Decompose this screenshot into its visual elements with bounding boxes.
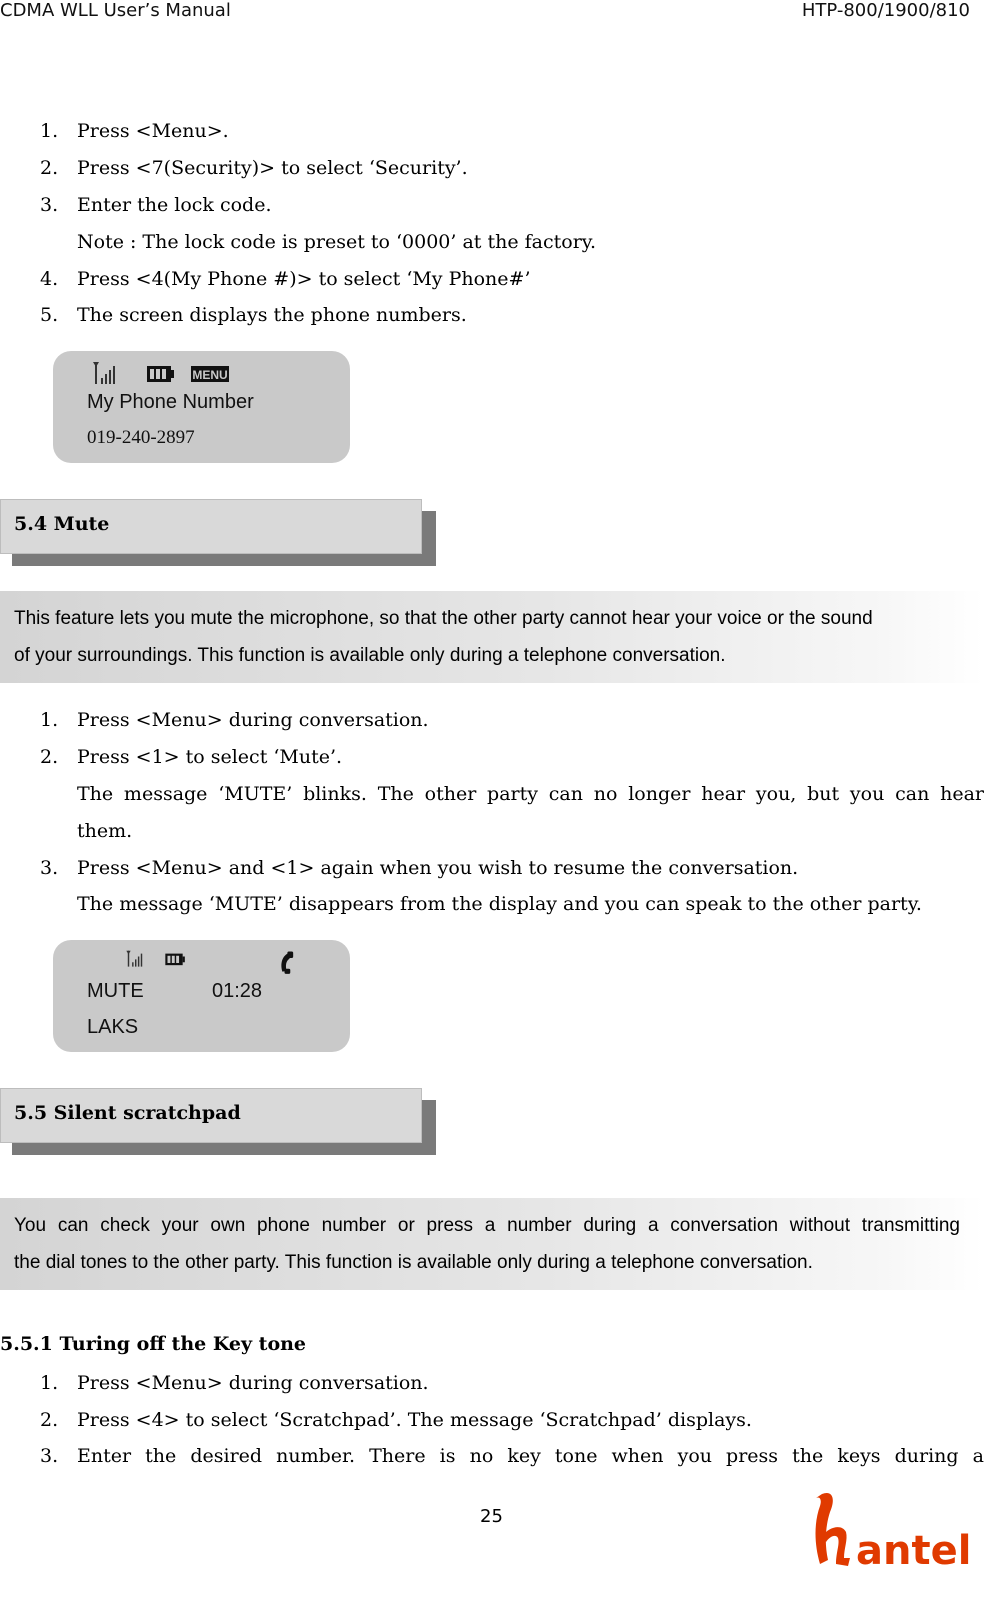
step-number: 2. [40,157,59,179]
step-text: Press <Menu> during conversation. [77,1372,429,1394]
status-icons [93,950,333,976]
handset-icon [281,951,293,973]
step-number: 5. [40,304,59,326]
step-text: Press <Menu> during conversation. [77,709,429,731]
caller-name: LAKS [87,1016,139,1038]
phone-display [53,940,350,1052]
list-item [40,1371,429,1395]
section-title: 5.5 Silent scratchpad [14,1102,241,1124]
step-number: 2. [40,1409,59,1431]
subsection-title: 5.5.1 Turing off the Key tone [0,1333,307,1355]
step-number: 2. [40,746,59,768]
step-number: 3. [40,194,59,216]
list-item [40,708,429,732]
description-line: This feature lets you mute the microphone, so that the other party cannot hear your voice or the sound [14,608,873,629]
svg-text:antel: antel [856,1528,972,1568]
step-note: The message ‘MUTE’ disappears from the display and you can speak to the other party. [77,893,922,915]
section-heading [0,1088,436,1156]
section-description [0,591,984,683]
list-item [40,119,229,143]
step-number: 3. [40,1445,59,1467]
battery-icon [147,366,174,382]
step-text: Press <Menu> and <1> again when you wish to resume the conversation. [77,857,799,879]
list-item [40,745,342,769]
model-number: HTP-800/1900/810 [801,0,970,21]
step-text: Press <4> to select ‘Scratchpad’. The message ‘Scratchpad’ displays. [77,1409,752,1431]
manual-title: CDMA WLL User’s Manual [0,0,231,21]
section-heading [0,499,436,567]
step-text: Press <Menu>. [77,120,229,142]
menu-badge-text: MENU [192,368,228,382]
list-item [40,1444,984,1468]
list-item [40,1408,752,1432]
description-line: of your surroundings. This function is available only during a telephone conversation. [14,645,726,666]
step-number: 4. [40,268,59,290]
page-number: 25 [480,1506,503,1527]
step-text: Enter the lock code. [77,194,272,216]
list-item [40,856,798,880]
menu-icon [191,366,229,382]
signal-icon [126,951,142,967]
step-number: 3. [40,857,59,879]
step-number: 1. [40,1372,59,1394]
step-number: 1. [40,120,59,142]
phone-display [53,351,350,463]
list-item [40,267,531,291]
mute-indicator: MUTE [87,980,144,1002]
battery-icon [165,954,185,966]
step-text: Enter the desired number. There is no key tone when you press the keys during a [77,1445,984,1467]
step-note: them. [77,820,133,842]
signal-icon [93,362,115,384]
description-line: You can check your own phone number or press a number during a conversation without transmitting [14,1215,960,1236]
description-line: the dial tones to the other party. This function is available only during a telephone conversation. [14,1252,813,1273]
list-item [40,193,272,217]
section-title: 5.4 Mute [14,513,110,535]
step-text: Press <4(My Phone #)> to select ‘My Phone#’ [77,268,531,290]
step-text: Press <7(Security)> to select ‘Security’. [77,157,468,179]
display-title: My Phone Number [87,391,254,413]
step-note: Note : The lock code is preset to ‘0000’ at the factory. [77,231,597,253]
status-icons [93,361,243,387]
display-number: 019-240-2897 [87,427,195,448]
call-timer: 01:28 [212,980,263,1002]
step-number: 1. [40,709,59,731]
list-item [40,303,467,327]
list-item [40,156,468,180]
hantel-logo [808,1488,988,1568]
step-text: Press <1> to select ‘Mute’. [77,746,343,768]
section-description [0,1198,984,1290]
step-note: The message ‘MUTE’ blinks. The other party can no longer hear you, but you can hear [77,783,984,805]
step-text: The screen displays the phone numbers. [77,304,467,326]
